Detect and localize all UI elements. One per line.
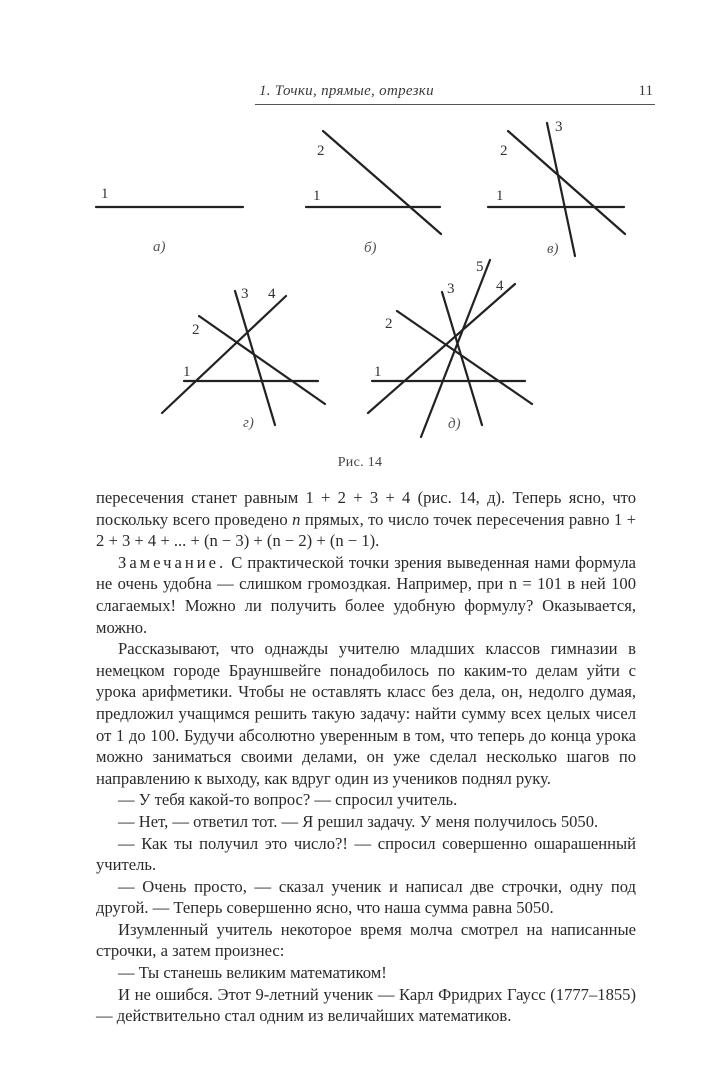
line-3 bbox=[547, 123, 575, 256]
line-label-2: 2 bbox=[385, 316, 393, 332]
text-run: пересечения станет равным 1 + 2 + 3 + 4 (рис. 14, д). Теперь ясно, что поскольку всего проведено bbox=[96, 488, 636, 529]
line-label-2: 2 bbox=[317, 143, 325, 159]
running-title: 1. Точки, прямые, отрезки bbox=[259, 83, 434, 99]
line-label-1: 1 bbox=[183, 364, 191, 380]
paragraph: И не ошибся. Этот 9-летний ученик — Карл Фридрих Гаусс (1777–1855) — действительно стал одним из величайших математиков. bbox=[96, 984, 636, 1026]
panel-label-a: а) bbox=[153, 239, 166, 255]
panel-a bbox=[96, 186, 243, 255]
line-label-3: 3 bbox=[555, 119, 563, 135]
line-3 bbox=[442, 292, 482, 425]
panel-g bbox=[162, 286, 325, 431]
line-label-2: 2 bbox=[192, 322, 200, 338]
paragraph-dialogue: — Нет, — ответил тот. — Я решил задачу. У меня получилось 5050. bbox=[118, 811, 599, 831]
panel-v bbox=[488, 119, 625, 257]
paragraph-dialogue: — Как ты получил это число?! — спросил совершенно ошарашенный учитель. bbox=[96, 833, 636, 875]
panel-d bbox=[368, 259, 532, 437]
line-4 bbox=[162, 296, 286, 413]
line-label-4: 4 bbox=[268, 286, 276, 302]
line-4 bbox=[368, 284, 515, 413]
line-label-1: 1 bbox=[496, 188, 504, 204]
text-run: С практической точки зрения выведенная нами формула не очень удобна — слишком громоздкая. Например, при n = 101 в ней 100 слагаемых! Можно ли получить более удобную формулу? Оказывается, можно. bbox=[96, 552, 636, 637]
math-variable: n bbox=[292, 509, 301, 529]
paragraph: Изумленный учитель некоторое время молча смотрел на написанные строчки, а затем произнес: bbox=[96, 919, 636, 961]
line-label-2: 2 bbox=[500, 143, 508, 159]
figure-14 bbox=[0, 0, 720, 460]
figure-caption: Рис. 14 bbox=[337, 455, 383, 470]
line-label-3: 3 bbox=[447, 281, 455, 297]
paragraph bbox=[96, 487, 636, 552]
line-label-1: 1 bbox=[313, 188, 321, 204]
paragraph-dialogue: — Ты станешь великим математиком! bbox=[118, 963, 387, 983]
paragraph-dialogue: — Очень просто, — сказал ученик и написал две строчки, одну под другой. — Теперь совершенно ясно, что наша сумма равна 5050. bbox=[96, 876, 636, 918]
panel-label-b: б) bbox=[364, 240, 377, 256]
body-text bbox=[96, 487, 636, 1027]
remark-label: Замечание. bbox=[118, 552, 227, 572]
page-number: 11 bbox=[638, 83, 653, 99]
text-run: прямых, то число точек пересечения равно 1 + 2 + 3 + 4 + ... + (n − 3) + (n − 2) + (n − 1). bbox=[96, 509, 636, 551]
panel-label-g: г) bbox=[243, 415, 254, 431]
paragraph-dialogue: — У тебя какой-то вопрос? — спросил учитель. bbox=[118, 790, 458, 810]
panel-label-d: д) bbox=[448, 416, 461, 432]
paragraph-remark bbox=[96, 552, 636, 638]
line-label-5: 5 bbox=[476, 259, 484, 275]
line-5 bbox=[421, 260, 490, 437]
panel-b bbox=[306, 131, 441, 256]
line-2 bbox=[323, 131, 441, 234]
line-label-3: 3 bbox=[241, 286, 249, 302]
line-label-1: 1 bbox=[374, 364, 382, 380]
paragraph: Рассказывают, что однажды учителю младших классов гимназии в немецком городе Брауншвейге понадобилось по каким-то делам уйти с урока арифметики. Чтобы не оставлять класс без дела, он, недолго думая, предложил учащимся решить такую задачу: найти сумму всех целых чисел от 1 до 100. Будучи абсолютно уверенным в том, что теперь до конца урока можно заниматься своими делами, он уже сделал несколько шагов по направлению к выходу, как вдруг один из учеников поднял руку. bbox=[96, 639, 636, 788]
line-label-4: 4 bbox=[496, 278, 504, 294]
line-label-1: 1 bbox=[101, 186, 109, 202]
panel-label-v: в) bbox=[547, 241, 559, 257]
